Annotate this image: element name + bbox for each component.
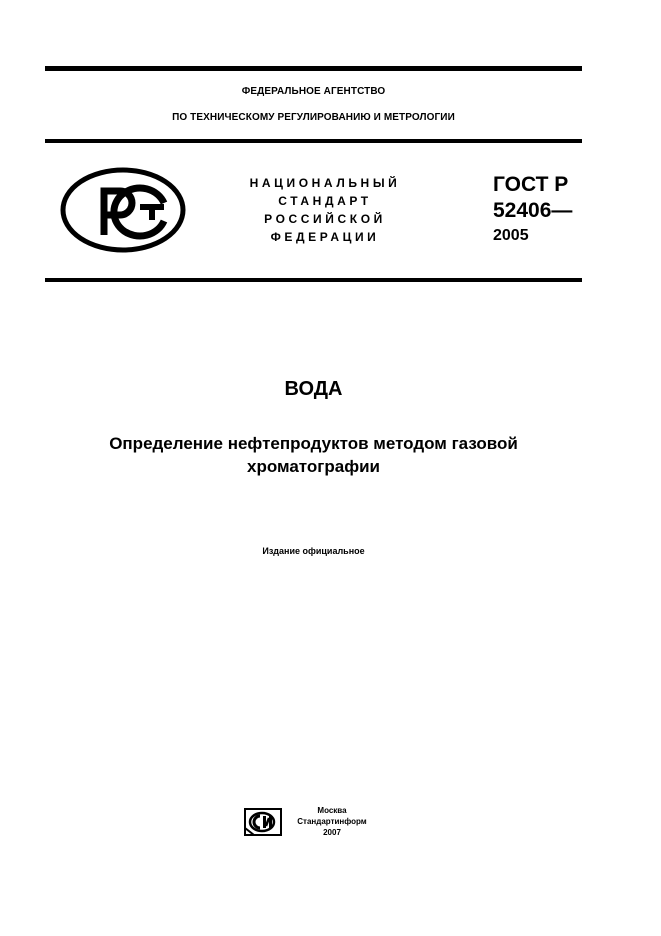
agency-name-line2: ПО ТЕХНИЧЕСКОМУ РЕГУЛИРОВАНИЮ И МЕТРОЛОГИИ	[172, 112, 455, 123]
document-title: ВОДА	[284, 378, 343, 400]
standard-type-line4: ФЕДЕРАЦИИ	[270, 230, 380, 244]
agency-name-line1: ФЕДЕРАЛЬНОЕ АГЕНТСТВО	[241, 86, 386, 97]
header-divider-rule	[45, 139, 582, 143]
publisher-year: 2007	[323, 828, 341, 837]
standard-type-line2: СТАНДАРТ	[278, 194, 372, 208]
document-subtitle	[45, 432, 582, 478]
standard-type-line1: НАЦИОНАЛЬНЫЙ	[249, 176, 401, 190]
standard-type-line3: РОССИЙСКОЙ	[264, 212, 386, 226]
publisher-info	[286, 805, 378, 838]
standartinform-logo-icon	[244, 806, 282, 838]
designation-number: 52406—	[493, 199, 573, 222]
designation-code: ГОСТ Р	[493, 173, 569, 196]
header-bottom-rule	[45, 278, 582, 282]
subtitle-line1: Определение нефтепродуктов методом газовой	[109, 434, 518, 453]
edition-note: Издание официальное	[262, 546, 365, 556]
standard-designation	[493, 172, 572, 246]
publisher-name: Стандартинформ	[297, 817, 367, 826]
top-rule	[45, 66, 582, 71]
subtitle-line2: хроматографии	[247, 457, 380, 476]
designation-year: 2005	[493, 227, 529, 244]
rst-certification-mark-icon	[60, 165, 190, 255]
publisher-city: Москва	[317, 806, 347, 815]
